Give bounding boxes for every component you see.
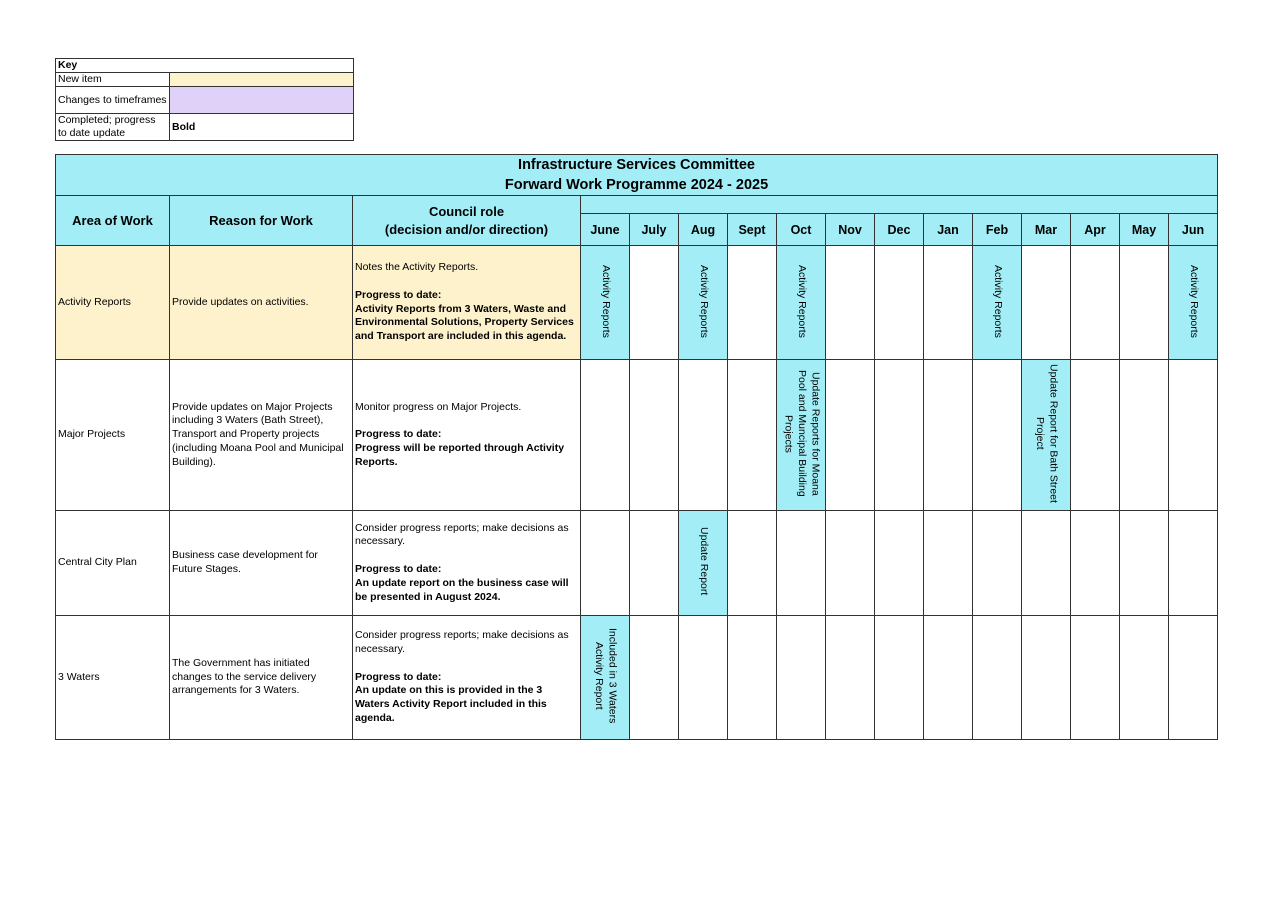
reason-for-work-cell: Provide updates on Major Projects including 3 Waters (Bath Street), Transport and Property projects (including Moana Pool and Municipal Building). — [170, 360, 353, 511]
empty-month-cell — [630, 246, 679, 360]
role-intro: Monitor progress on Major Projects. — [355, 400, 522, 413]
area-of-work-cell: Central City Plan — [56, 511, 170, 616]
scheduled-item-label: Activity Reports — [697, 264, 710, 338]
month-header: Mar — [1022, 214, 1071, 246]
scheduled-month-cell — [777, 246, 826, 360]
key-bold-sample: Bold — [170, 114, 354, 141]
progress-label: Progress to date: — [355, 670, 442, 683]
empty-month-cell — [1169, 511, 1218, 616]
empty-month-cell — [728, 616, 777, 740]
scheduled-month-cell — [581, 246, 630, 360]
key-row-changes — [56, 87, 354, 114]
empty-month-cell — [1120, 360, 1169, 511]
progress-text: An update on this is provided in the 3 Waters Activity Report included in this agenda. — [355, 684, 547, 724]
month-header: July — [630, 214, 679, 246]
empty-month-cell — [1022, 616, 1071, 740]
scheduled-item-label: Activity Reports — [991, 264, 1004, 338]
council-role-cell — [353, 360, 581, 511]
key-title-row — [56, 59, 354, 73]
header-council-role — [353, 196, 581, 246]
scheduled-month-cell — [1169, 246, 1218, 360]
empty-month-cell — [875, 360, 924, 511]
key-row-completed — [56, 114, 354, 141]
month-header: Oct — [777, 214, 826, 246]
scheduled-item-label: Activity Reports — [795, 264, 808, 338]
scheduled-item-label: Update Reports for Moana Pool and Muncipal Building Projects — [782, 370, 822, 497]
empty-month-cell — [1071, 246, 1120, 360]
role-intro: Notes the Activity Reports. — [355, 261, 479, 274]
empty-month-cell — [1120, 616, 1169, 740]
empty-month-cell — [1120, 246, 1169, 360]
empty-month-cell — [679, 616, 728, 740]
key-label: Completed; progress to date update — [56, 114, 170, 141]
programme-row — [56, 511, 1218, 616]
scheduled-item-label: Update Report for Bath Street Project — [1034, 364, 1060, 503]
scheduled-month-cell — [973, 246, 1022, 360]
council-role-cell — [353, 616, 581, 740]
council-role-cell — [353, 246, 581, 360]
header-council-role-line1: Council role — [428, 203, 505, 219]
header-row-top — [56, 196, 1218, 214]
scheduled-item-label: Activity Reports — [1187, 264, 1200, 338]
month-header: Apr — [1071, 214, 1120, 246]
month-header: June — [581, 214, 630, 246]
key-label: Changes to timeframes — [56, 87, 170, 114]
area-of-work-cell: Activity Reports — [56, 246, 170, 360]
month-header: Sept — [728, 214, 777, 246]
empty-month-cell — [875, 511, 924, 616]
header-area-of-work: Area of Work — [56, 196, 170, 246]
progress-label: Progress to date: — [355, 428, 442, 441]
key-title: Key — [56, 59, 354, 73]
scheduled-month-cell — [777, 360, 826, 511]
empty-month-cell — [924, 360, 973, 511]
empty-month-cell — [1169, 360, 1218, 511]
empty-month-cell — [777, 616, 826, 740]
empty-month-cell — [924, 511, 973, 616]
programme-title — [56, 155, 1218, 196]
empty-month-cell — [728, 511, 777, 616]
empty-month-cell — [581, 360, 630, 511]
reason-for-work-cell: Provide updates on activities. — [170, 246, 353, 360]
progress-text: Progress will be reported through Activity Reports. — [355, 441, 565, 468]
scheduled-item-label: Included in 3 Waters Activity Report — [593, 628, 619, 724]
programme-subtitle: Forward Work Programme 2024 - 2025 — [504, 177, 769, 193]
empty-month-cell — [630, 360, 679, 511]
key-swatch-new-item — [170, 73, 354, 87]
empty-month-cell — [875, 616, 924, 740]
progress-text: Activity Reports from 3 Waters, Waste and Environmental Solutions, Property Services and Transport are included in this agenda. — [355, 302, 574, 343]
empty-month-cell — [1022, 246, 1071, 360]
month-header: Jan — [924, 214, 973, 246]
empty-month-cell — [1071, 511, 1120, 616]
programme-row — [56, 246, 1218, 360]
empty-month-cell — [679, 360, 728, 511]
month-header: Jun — [1169, 214, 1218, 246]
month-header: Aug — [679, 214, 728, 246]
role-intro: Consider progress reports; make decisions as necessary. — [355, 521, 569, 548]
header-reason-for-work: Reason for Work — [170, 196, 353, 246]
empty-month-cell — [826, 511, 875, 616]
progress-text: An update report on the business case will be presented in August 2024. — [355, 576, 569, 603]
committee-title: Infrastructure Services Committee — [518, 157, 755, 173]
role-intro: Consider progress reports; make decisions as necessary. — [355, 629, 569, 655]
scheduled-item-label: Update Report — [697, 527, 710, 596]
empty-month-cell — [973, 360, 1022, 511]
reason-for-work-cell: Business case development for Future Stages. — [170, 511, 353, 616]
empty-month-cell — [630, 511, 679, 616]
empty-month-cell — [1022, 511, 1071, 616]
area-of-work-cell: 3 Waters — [56, 616, 170, 740]
empty-month-cell — [973, 511, 1022, 616]
key-table — [55, 58, 354, 141]
programme-row — [56, 360, 1218, 511]
month-header: Dec — [875, 214, 924, 246]
programme-row — [56, 616, 1218, 740]
month-header: Feb — [973, 214, 1022, 246]
empty-month-cell — [1071, 616, 1120, 740]
month-header: Nov — [826, 214, 875, 246]
months-header-band — [581, 196, 1218, 214]
progress-label: Progress to date: — [355, 288, 442, 301]
empty-month-cell — [728, 246, 777, 360]
key-swatch-changes — [170, 87, 354, 114]
area-of-work-cell: Major Projects — [56, 360, 170, 511]
empty-month-cell — [1071, 360, 1120, 511]
empty-month-cell — [826, 616, 875, 740]
forward-work-programme-table — [55, 154, 1218, 740]
council-role-cell — [353, 511, 581, 616]
header-council-role-line2: (decision and/or direction) — [384, 221, 549, 237]
empty-month-cell — [728, 360, 777, 511]
reason-for-work-cell: The Government has initiated changes to the service delivery arrangements for 3 Waters. — [170, 616, 353, 740]
title-row — [56, 155, 1218, 196]
empty-month-cell — [581, 511, 630, 616]
scheduled-month-cell — [679, 246, 728, 360]
empty-month-cell — [1120, 511, 1169, 616]
key-row-new-item — [56, 73, 354, 87]
empty-month-cell — [875, 246, 924, 360]
empty-month-cell — [777, 511, 826, 616]
empty-month-cell — [924, 616, 973, 740]
scheduled-month-cell — [581, 616, 630, 740]
empty-month-cell — [826, 246, 875, 360]
empty-month-cell — [924, 246, 973, 360]
scheduled-month-cell — [1022, 360, 1071, 511]
progress-label: Progress to date: — [355, 563, 442, 575]
empty-month-cell — [826, 360, 875, 511]
scheduled-month-cell — [679, 511, 728, 616]
scheduled-item-label: Activity Reports — [599, 264, 612, 338]
empty-month-cell — [1169, 616, 1218, 740]
empty-month-cell — [973, 616, 1022, 740]
key-label: New item — [56, 73, 170, 87]
empty-month-cell — [630, 616, 679, 740]
month-header: May — [1120, 214, 1169, 246]
